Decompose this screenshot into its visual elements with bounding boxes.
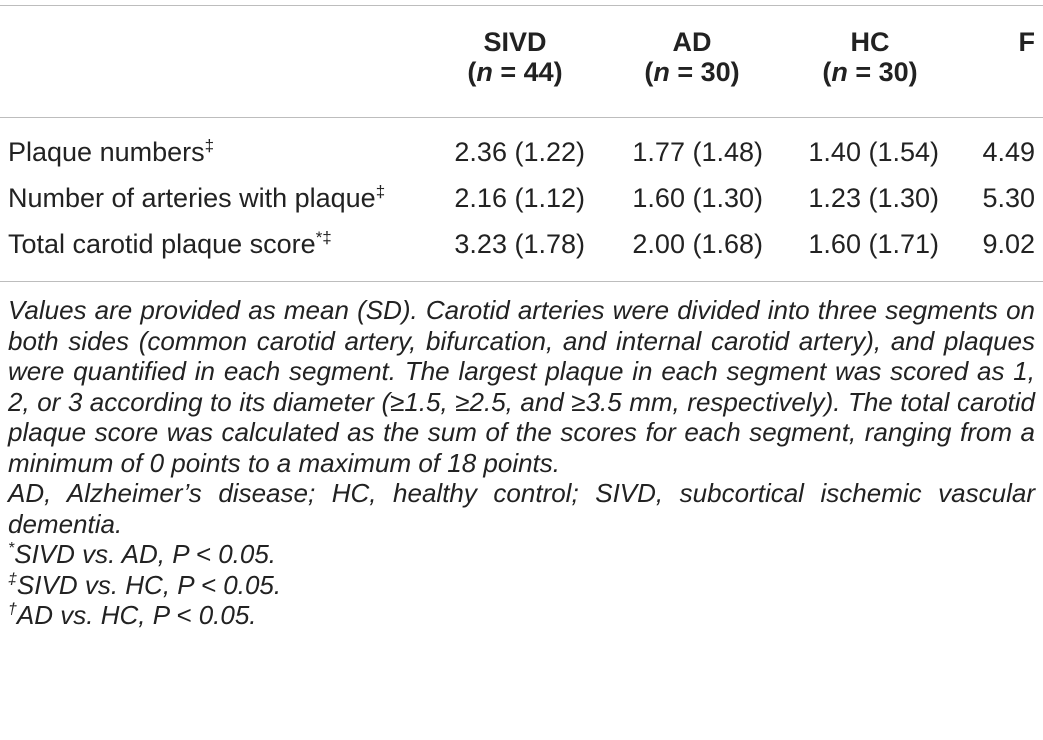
row-label-marker: ‡ bbox=[375, 182, 386, 201]
header-ad-n-value: = 30 bbox=[669, 57, 731, 87]
header-sivd-n-label: n bbox=[476, 57, 493, 87]
footnote-symbol: † bbox=[8, 601, 17, 618]
row-arteries-with-plaque-ad: 1.60 (1.30) bbox=[632, 183, 763, 213]
values-note: Values are provided as mean (SD). Carotid arteries were divided into three segments on both sides (common carotid artery, bifurcation, and internal carotid artery), and plaques were quantified in each segment. The largest plaque in each segment was scored as 1, 2, or 3 according to its diameter (≥1.5, ≥2.5, and ≥3.5 mm, respectively). The total carotid plaque score was calculated as the sum of the scores for each segment, ranging from a minimum of 0 points to a maximum of 18 points. bbox=[8, 295, 1035, 478]
header-sivd-n: (n = 44) bbox=[467, 57, 563, 87]
header-f bbox=[975, 27, 1035, 57]
header-hc-n-value: = 30 bbox=[847, 57, 909, 87]
row-total-plaque-score-sivd: 3.23 (1.78) bbox=[454, 229, 585, 259]
row-plaque-numbers-sivd: 2.36 (1.22) bbox=[454, 137, 585, 167]
header-hc bbox=[795, 27, 945, 87]
row-plaque-numbers-hc: 1.40 (1.54) bbox=[808, 137, 939, 167]
footnote-symbol: ‡ bbox=[8, 570, 17, 588]
header-sivd-name: SIVD bbox=[483, 27, 547, 57]
row-arteries-with-plaque-f: 5.30 bbox=[982, 183, 1035, 213]
header-hc-name: HC bbox=[850, 27, 890, 57]
header-ad-n: (n = 30) bbox=[644, 57, 740, 87]
row-total-plaque-score-ad: 2.00 (1.68) bbox=[632, 229, 763, 259]
header-hc-n-label: n bbox=[831, 57, 848, 87]
header-ad-name: AD bbox=[672, 27, 712, 57]
row-arteries-with-plaque-label bbox=[8, 183, 385, 213]
footnote-ad-vs-hc bbox=[8, 600, 1035, 631]
abbreviations-note: AD, Alzheimer’s disease; HC, healthy control; SIVD, subcortical ischemic vascular dementia. bbox=[8, 478, 1035, 539]
header-ad-n-label: n bbox=[653, 57, 670, 87]
row-total-plaque-score-f: 9.02 bbox=[982, 229, 1035, 259]
row-arteries-with-plaque-sivd: 2.16 (1.12) bbox=[454, 183, 585, 213]
table-header-rule bbox=[0, 117, 1043, 118]
row-plaque-numbers-ad: 1.77 (1.48) bbox=[632, 137, 763, 167]
footnote-sivd-vs-ad bbox=[8, 539, 1035, 570]
table-bottom-rule bbox=[0, 281, 1043, 282]
footnote-text: SIVD vs. AD, P < 0.05. bbox=[14, 539, 277, 569]
row-total-plaque-score-hc: 1.60 (1.71) bbox=[808, 229, 939, 259]
header-hc-n: (n = 30) bbox=[822, 57, 918, 87]
footnote-text: AD vs. HC, P < 0.05. bbox=[16, 600, 257, 630]
row-label-text: Plaque numbers bbox=[8, 137, 205, 167]
row-arteries-with-plaque-hc: 1.23 (1.30) bbox=[808, 183, 939, 213]
footnote-sivd-vs-hc bbox=[8, 570, 1035, 601]
row-plaque-numbers-f: 4.49 bbox=[982, 137, 1035, 167]
row-label-marker: ‡ bbox=[204, 136, 215, 155]
row-total-plaque-score-label bbox=[8, 229, 332, 259]
footnote-text: SIVD vs. HC, P < 0.05. bbox=[16, 569, 282, 600]
header-sivd-n-value: = 44 bbox=[492, 57, 554, 87]
header-sivd bbox=[440, 27, 590, 87]
table-notes bbox=[8, 295, 1035, 631]
row-plaque-numbers-label bbox=[8, 137, 214, 167]
row-label-text: Total carotid plaque score bbox=[8, 229, 316, 259]
footnote-symbol: * bbox=[8, 540, 15, 557]
header-f-name: F bbox=[1018, 27, 1035, 57]
header-ad bbox=[617, 27, 767, 87]
row-label-text: Number of arteries with plaque bbox=[8, 183, 376, 213]
row-label-marker: *‡ bbox=[315, 228, 332, 247]
table-top-rule bbox=[0, 5, 1043, 6]
